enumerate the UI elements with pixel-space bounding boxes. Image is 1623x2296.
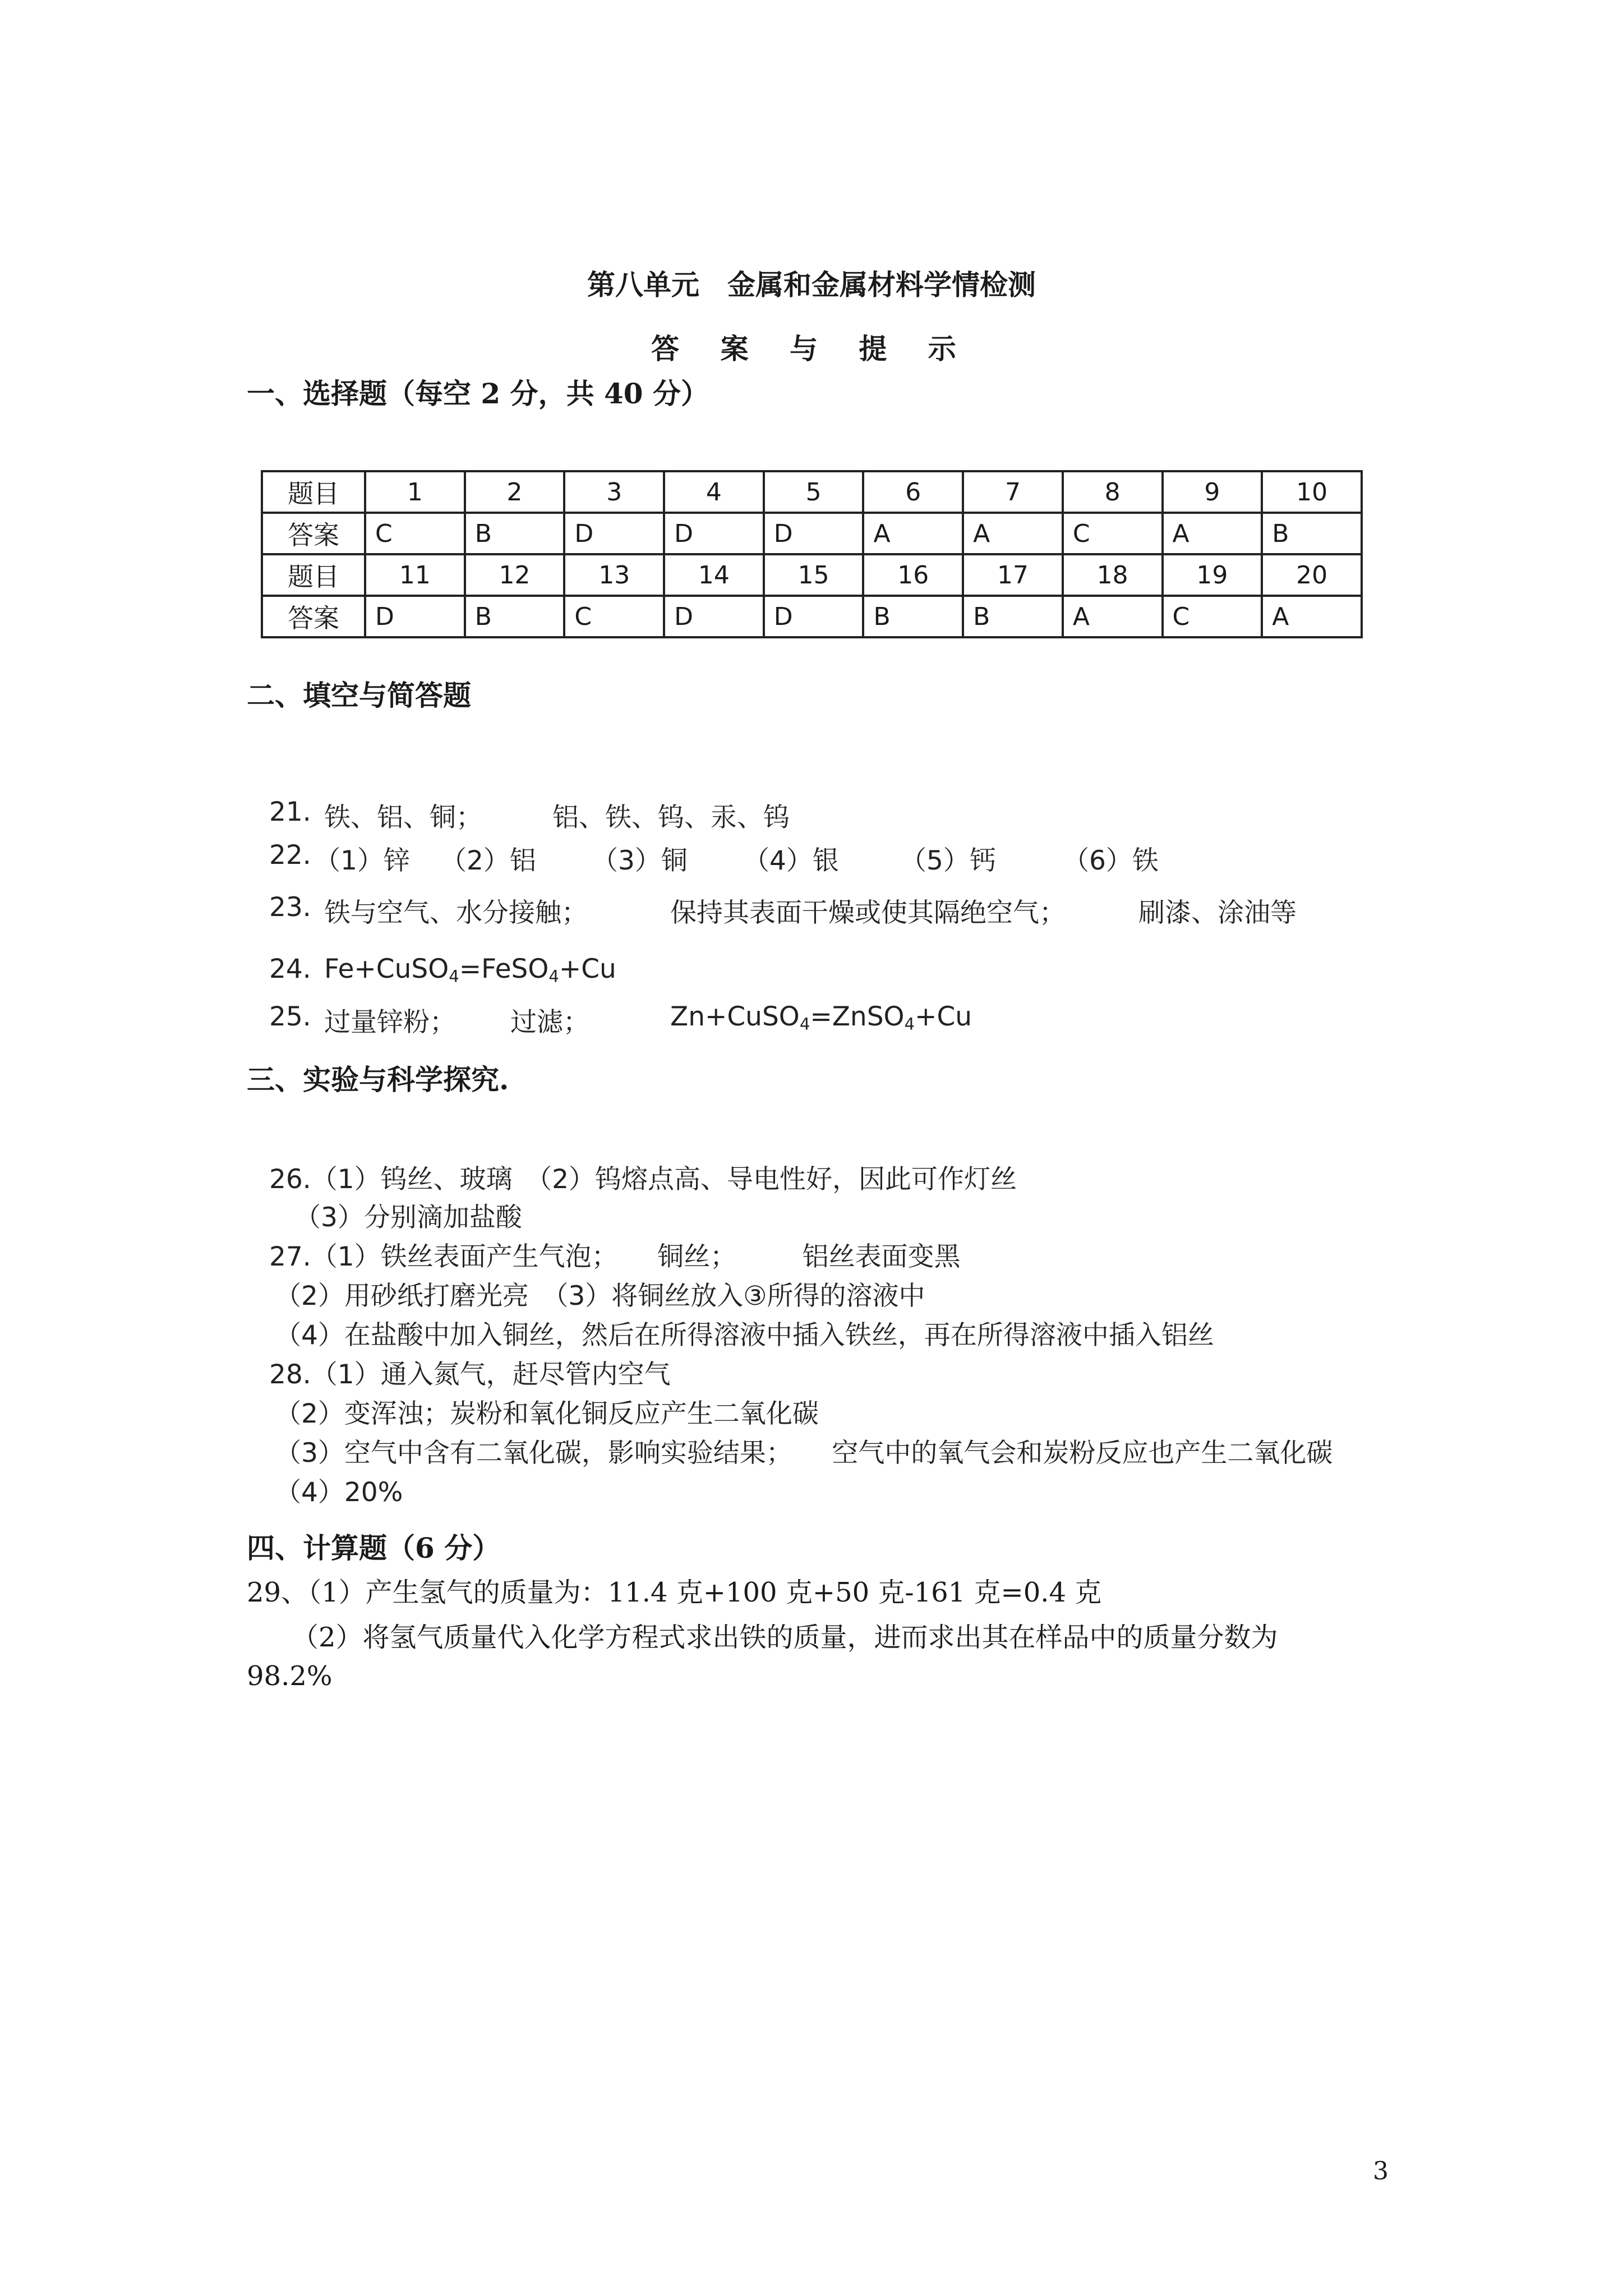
q28-line-3: （3）空气中含有二氧化碳，影响实验结果； 空气中的氧气会和炭粉反应也产生二氧化碳 — [275, 1438, 1333, 1469]
q29-line-3: 98.2% — [247, 1660, 333, 1692]
question-number-cell: 5 — [764, 471, 864, 513]
answer-cell: D — [664, 596, 764, 637]
q25-eq-part-3: +Cu — [915, 1001, 972, 1032]
question-number-cell: 4 — [664, 471, 764, 513]
answer-cell: C — [1163, 596, 1262, 637]
question-number-cell: 18 — [1063, 554, 1163, 596]
answer-cell: D — [365, 596, 465, 637]
q23-answer-b: 保持其表面干燥或使其隔绝空气； — [670, 898, 1066, 928]
q24-eq-sub-2: 4 — [548, 967, 559, 986]
q25-equation — [670, 1001, 972, 1032]
answer-cell: C — [1063, 513, 1163, 554]
q27-line-1: 27.（1）铁丝表面产生气泡； 铜丝； 铝丝表面变黑 — [269, 1241, 961, 1272]
q24-number: 24. — [269, 954, 311, 984]
section-2-heading: 二、填空与简答题 — [247, 679, 471, 712]
page-subtitle: 答 案 与 提 示 — [651, 332, 972, 365]
q23-number: 23. — [269, 892, 311, 923]
row-label-answer: 答案 — [262, 513, 365, 554]
question-number-cell: 3 — [564, 471, 664, 513]
q24-eq-part-1: Fe+CuSO — [324, 954, 449, 984]
question-number-cell: 7 — [963, 471, 1063, 513]
q21-line — [269, 797, 998, 832]
q28-line-1: 28.（1）通入氮气，赶尽管内空气 — [269, 1359, 671, 1390]
section-4-heading: 四、计算题（6 分） — [247, 1531, 501, 1565]
q21-answer-b: 铝、铁、钨、汞、钨 — [552, 802, 790, 833]
page-number: 3 — [1373, 2157, 1389, 2185]
q25-number: 25. — [269, 1001, 311, 1032]
q26-line-2: （3）分别滴加盐酸 — [294, 1202, 522, 1233]
q21-number: 21. — [269, 797, 311, 827]
question-number-cell: 11 — [365, 554, 465, 596]
answer-table — [261, 470, 1363, 638]
q22-part-5: （5）钙 — [900, 845, 996, 876]
q22-part-2: （2）铝 — [440, 845, 536, 876]
question-number-cell: 13 — [564, 554, 664, 596]
q22-part-6: （6）铁 — [1063, 845, 1159, 876]
question-number-cell: 9 — [1163, 471, 1262, 513]
answer-cell: A — [1163, 513, 1262, 554]
q28-line-4: （4）20% — [275, 1477, 403, 1508]
q22-part-4: （4）银 — [743, 845, 839, 876]
q25-eq-part-1: Zn+CuSO — [670, 1001, 800, 1032]
answer-cell: C — [564, 596, 664, 637]
question-number-cell: 6 — [863, 471, 963, 513]
answer-cell: B — [1262, 513, 1362, 554]
question-number-cell: 20 — [1262, 554, 1362, 596]
answer-cell: D — [664, 513, 764, 554]
q21-answer-a: 铁、铝、铜； — [324, 802, 482, 833]
q23-answer-c: 刷漆、涂油等 — [1138, 898, 1297, 928]
question-number-cell: 2 — [465, 471, 565, 513]
q24-eq-part-3: +Cu — [559, 954, 616, 984]
question-number-cell: 16 — [863, 554, 963, 596]
answer-cell: A — [963, 513, 1063, 554]
q27-line-2: （2）用砂纸打磨光亮 （3）将铜丝放入③所得的溶液中 — [275, 1281, 925, 1312]
row-label-question: 题目 — [262, 554, 365, 596]
q22-line — [269, 840, 1279, 876]
answer-cell: B — [465, 513, 565, 554]
q29-line-2: （2）将氢气质量代入化学方程式求出铁的质量，进而求出其在样品中的质量分数为 — [292, 1622, 1278, 1653]
q23-answer-a: 铁与空气、水分接触； — [324, 898, 588, 928]
answer-cell: A — [1063, 596, 1163, 637]
q25-eq-sub-2: 4 — [904, 1014, 915, 1034]
answer-cell: C — [365, 513, 465, 554]
question-number-row — [262, 471, 1362, 513]
q22-number: 22. — [269, 840, 311, 871]
answer-cell: B — [963, 596, 1063, 637]
question-number-cell: 10 — [1262, 471, 1362, 513]
section-1-heading: 一、选择题（每空 2 分，共 40 分） — [247, 377, 709, 410]
answer-cell: A — [863, 513, 963, 554]
question-number-row — [262, 554, 1362, 596]
q28-line-2: （2）变浑浊；炭粉和氧化铜反应产生二氧化碳 — [275, 1398, 819, 1429]
row-label-answer: 答案 — [262, 596, 365, 637]
q24-eq-part-2: =FeSO — [459, 954, 549, 984]
q24-eq-sub-1: 4 — [449, 967, 459, 986]
question-number-cell: 12 — [465, 554, 565, 596]
question-number-cell: 17 — [963, 554, 1063, 596]
answer-cell: B — [863, 596, 963, 637]
answer-cell: D — [764, 596, 864, 637]
q29-line-1: 29、（1）产生氢气的质量为：11.4 克+100 克+50 克-161 克=0.4 克 — [247, 1577, 1102, 1608]
q25-line — [269, 1001, 1223, 1037]
q25-eq-sub-1: 4 — [799, 1014, 810, 1034]
question-number-cell: 15 — [764, 554, 864, 596]
answer-row — [262, 596, 1362, 637]
answer-row — [262, 513, 1362, 554]
question-number-cell: 19 — [1163, 554, 1262, 596]
question-number-cell: 14 — [664, 554, 764, 596]
q24-equation — [324, 954, 616, 984]
answer-cell: D — [564, 513, 664, 554]
q26-line-1: 26.（1）钨丝、玻璃 （2）钨熔点高、导电性好，因此可作灯丝 — [269, 1164, 1017, 1195]
q23-line — [269, 892, 1363, 928]
q24-line — [269, 954, 830, 990]
answer-cell: D — [764, 513, 864, 554]
section-3-heading: 三、实验与科学探究. — [247, 1063, 509, 1096]
answer-cell: B — [465, 596, 565, 637]
q27-line-3: （4）在盐酸中加入铜丝，然后在所得溶液中插入铁丝，再在所得溶液中插入铝丝 — [275, 1320, 1214, 1351]
question-number-cell: 1 — [365, 471, 465, 513]
q22-part-3: （3）铜 — [592, 845, 688, 876]
question-number-cell: 8 — [1063, 471, 1163, 513]
answer-cell: A — [1262, 596, 1362, 637]
q25-answer-a: 过量锌粉； — [324, 1007, 456, 1038]
q25-answer-b: 过滤； — [510, 1007, 589, 1038]
page-title: 第八单元 金属和金属材料学情检测 — [587, 268, 1036, 301]
row-label-question: 题目 — [262, 471, 365, 513]
q25-eq-part-2: =ZnSO — [810, 1001, 905, 1032]
q22-part-1: （1）锌 — [314, 845, 410, 876]
